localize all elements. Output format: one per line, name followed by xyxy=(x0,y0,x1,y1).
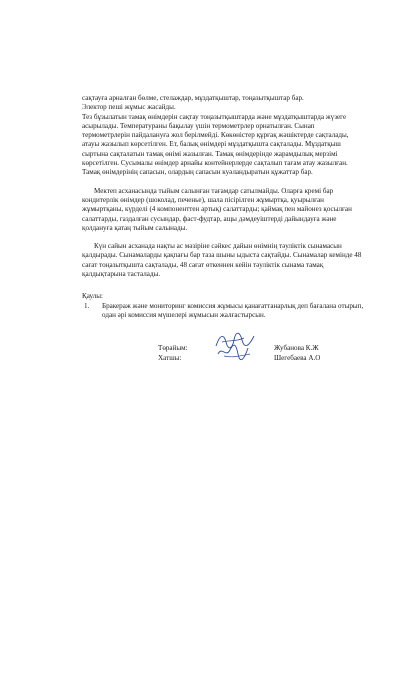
spacer xyxy=(82,279,364,288)
document-body xyxy=(82,94,364,368)
secretary-role: Хатшы: xyxy=(158,353,182,362)
decision-title: Қаулы: xyxy=(82,292,104,301)
list-item xyxy=(82,302,364,321)
secretary-signature-image xyxy=(214,348,256,368)
handwritten-signature-icon xyxy=(214,340,258,362)
decision-list xyxy=(82,302,364,321)
menu-paragraph: Мектеп асханасында тыйым салынған тағамдар сатылмайды. Оларға кремі бар кондитерлік өнімдер (шоколад, печенье), шала пісірілген жұмыртқа, қуырылған жұмыртқаны, күрделі (4 компоненттен артық) салаттарды; қаймақ пен майонез қосылған салаттарды, газдалған сусындар, фаст-фудтар, ащы дәмдеуіштерді дайындауға және қолдануға қатаң тыйым салынады. xyxy=(82,186,352,232)
body-line-2: Электор пеші жұмыс жасайды. xyxy=(82,103,176,112)
storage-paragraph: Тез бұзылатын тамақ өнімдерін сақтау тоңазытқыштарда және мұздатқыштарда жүзеге асырылады. Температураны бақылау үшін термометрлер орнатылған. Сынап термометрлерін пайдалануға жол берілмейді. Көкөністер құрғақ жәшіктерде сақталады, атауы жазылып көрсетілген. Ет, балық өнімдері мұздатқышта сақталады. Мұздатқыш сыртына сақталатын тамақ өнімі жазылған. Тамақ өнімдерінде жарамдылық мерзімі көрсетілген. Сусымалы өнімдер арнайы контейнерлерде сақталып тағам атау жазылған. Тамақ өнімдерінің сапасын, олардың сапасын куәландыратын құжаттар бар. xyxy=(82,112,349,177)
spacer xyxy=(82,178,364,187)
list-number: 1. xyxy=(84,301,90,310)
chair-role: Төрайым: xyxy=(158,343,188,352)
spacer xyxy=(82,233,364,242)
signature-block xyxy=(82,332,364,368)
list-text: Бракераж және мониторинг комиссия жұмысы қанағаттанарлық деп бағалана отырып, одан әрі комиссия мүшелері жұмысын жалғастырсын. xyxy=(102,301,364,319)
body-line-1: сақтауға арналған бөлме, стелаждар, мұздатқыштар, тоңазытқыштар бар. xyxy=(82,94,304,102)
secretary-name: Шегебаева А.О xyxy=(274,353,321,362)
secretary-signature-row xyxy=(158,348,320,368)
samples-paragraph: Күн сайын асханада нақты ас мәзіріне сәйкес дайын өнімнің тәуліктік сынамасын қалдырады. Сынамаларды қақпағы бар таза шыны ыдыста сақтайды. Сынамалар кемінде 48 сағат тоңазытқышта сақталады, 48 сағат өткеннен кейін тәуліктік сынама тамақ қалдықтарына тасталады. xyxy=(82,242,362,279)
chair-name: Жубанова К.Ж xyxy=(274,343,319,352)
